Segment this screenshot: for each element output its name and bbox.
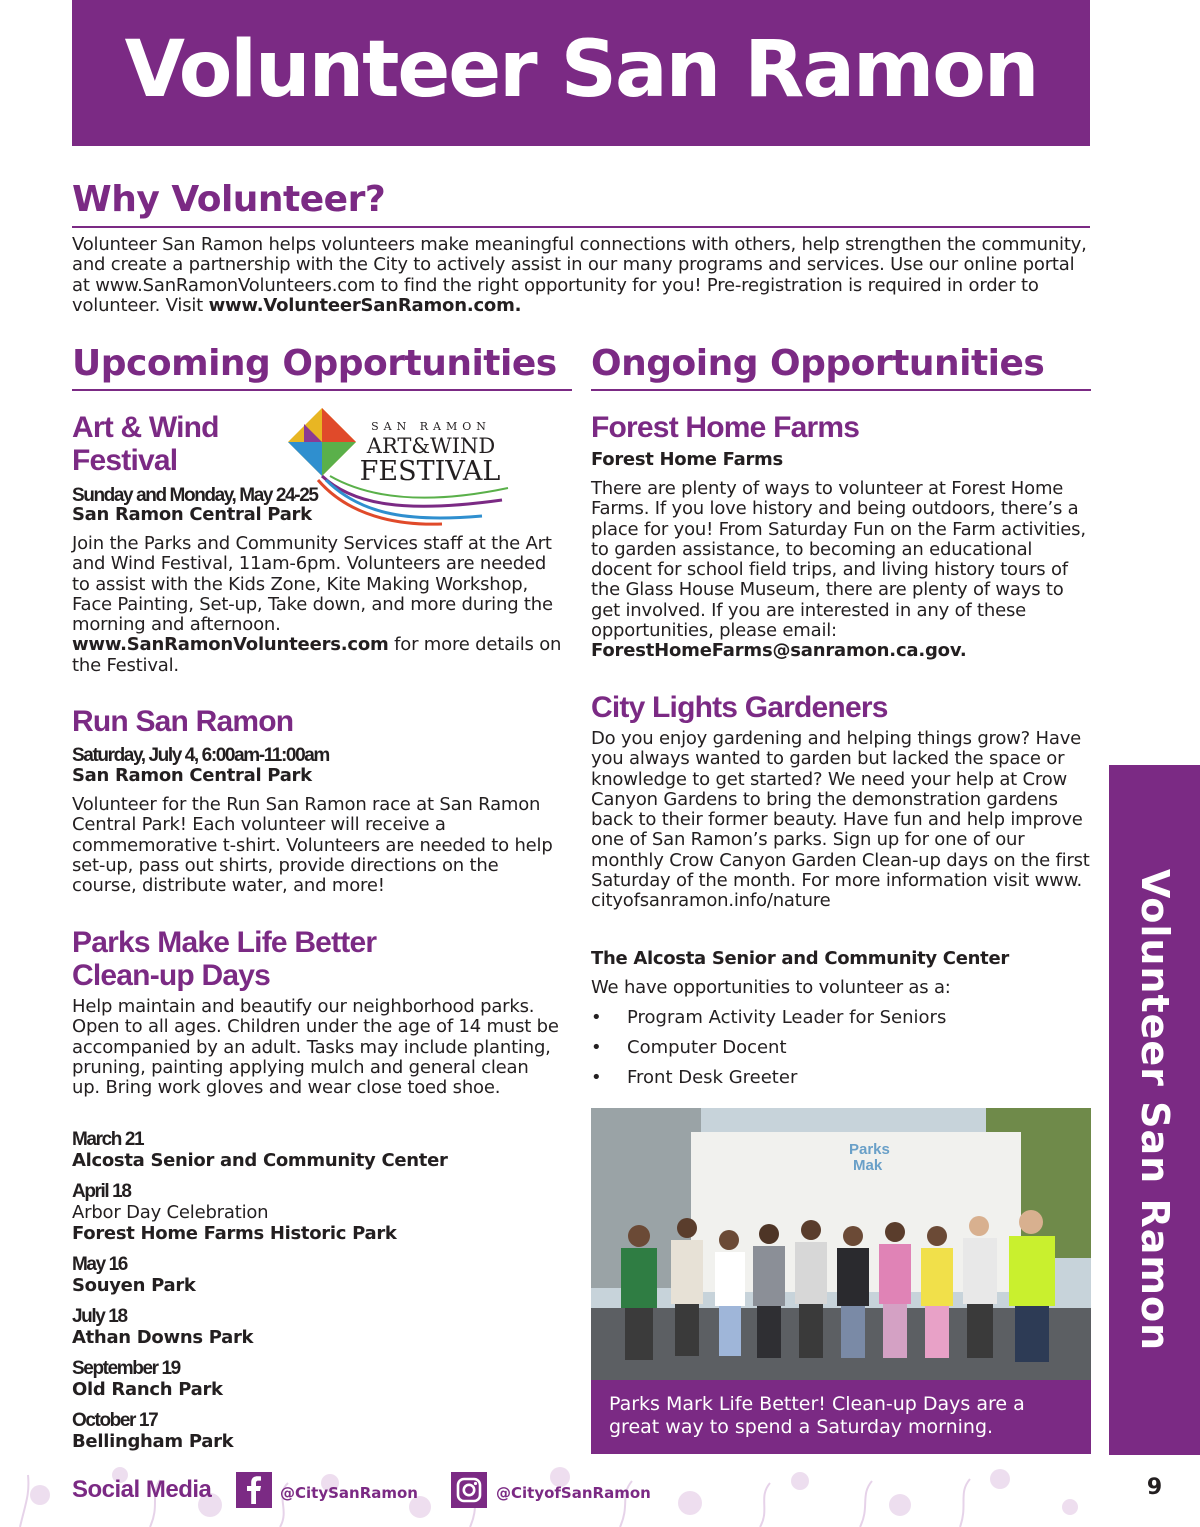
instagram-icon[interactable] <box>451 1472 487 1508</box>
art-wind-title: Art & Wind Festival <box>72 411 219 477</box>
clean-up-event <box>72 1410 562 1452</box>
art-wind-festival-logo <box>282 404 514 528</box>
truck-logo-text: Parks <box>849 1141 890 1158</box>
list-item <box>591 1063 1091 1093</box>
logo-text-bottom: FESTIVAL <box>359 456 501 487</box>
event-location: Old Ranch Park <box>72 1379 223 1400</box>
art-wind-date: Sunday and Monday, May 24-25 <box>72 485 318 506</box>
clean-up-event-list <box>72 1129 562 1452</box>
forest-home-farms-title: Forest Home Farms <box>591 411 860 444</box>
event-date: October 17 <box>72 1410 158 1431</box>
role-label: Computer Docent <box>627 1037 787 1058</box>
side-tab-label: Volunteer San Ramon <box>1132 868 1177 1352</box>
page-number: 9 <box>1146 1475 1163 1500</box>
ongoing-opportunities-heading: Ongoing Opportunities <box>591 343 1045 384</box>
event-note: Arbor Day Celebration <box>72 1202 269 1223</box>
group-photo-illustration <box>591 1108 1091 1380</box>
event-location: Athan Downs Park <box>72 1327 254 1348</box>
event-location: Bellingham Park <box>72 1431 234 1452</box>
truck-logo-text-2: Mak <box>853 1157 883 1174</box>
alcosta-center-title: The Alcosta Senior and Community Center <box>591 948 1009 969</box>
parks-clean-up-title-line1: Parks Make Life Better <box>72 926 377 959</box>
why-volunteer-rule <box>72 226 1090 228</box>
run-san-ramon-location: San Ramon Central Park <box>72 765 312 786</box>
page-banner <box>72 0 1090 146</box>
art-wind-description <box>72 534 562 676</box>
why-volunteer-body: Volunteer San Ramon helps volunteers make meaningful connections with others, help strengthen the community, and create a partnership with the City to actively assist in our many programs and services. Use our online portal at www.SanRamonVolunteers.com to find the right opportunity for you! Pre-registration is required in order to volunteer. Visit <box>72 234 1087 316</box>
list-item <box>591 1033 1091 1063</box>
instagram-handle-link[interactable]: @CityofSanRamon <box>496 1484 651 1502</box>
facebook-icon[interactable] <box>236 1472 272 1508</box>
event-location: Alcosta Senior and Community Center <box>72 1150 448 1171</box>
role-label: Front Desk Greeter <box>627 1067 798 1088</box>
clean-up-event <box>72 1129 562 1171</box>
social-media-label: Social Media <box>72 1476 212 1503</box>
logo-text-top: SAN RAMON <box>371 420 491 433</box>
clean-up-event <box>72 1181 562 1244</box>
volunteer-group-photo <box>591 1108 1091 1380</box>
photo-caption: Parks Mark Life Better! Clean-up Days are a great way to spend a Saturday morning. <box>591 1380 1091 1454</box>
ongoing-rule <box>591 389 1091 391</box>
forest-home-farms-body: There are plenty of ways to volunteer at Forest Home Farms. If you love history and being outdoors, there’s a place for you! From Saturday Fun on the Farm activities, to garden assistance, to becoming an educational docent for school field trips, and living history tours of the Glass House Museum, there are plenty of ways to get involved. If you are interested in any of these opportunities, please email: <box>591 478 1086 642</box>
facebook-handle-link[interactable]: @CitySanRamon <box>280 1484 418 1502</box>
why-volunteer-text <box>72 235 1090 316</box>
alcosta-center-intro: We have opportunities to volunteer as a: <box>591 977 951 998</box>
run-san-ramon-date: Saturday, July 4, 6:00am-11:00am <box>72 745 329 766</box>
parks-clean-up-title-line2: Clean-up Days <box>72 959 270 992</box>
bullet-icon: • <box>591 1067 602 1088</box>
event-location: Forest Home Farms Historic Park <box>72 1223 397 1244</box>
event-date: March 21 <box>72 1129 144 1150</box>
city-lights-gardeners-body: Do you enjoy gardening and helping things grow? Have you always wanted to garden but lacked the space or knowledge to get started? We need your help at Crow Canyon Gardens to bring the demonstration gardens back to their former beauty. Have fun and help improve one of San Ramon’s parks. Sign up for one of our monthly Crow Canyon Garden Clean-up days on the first Saturday of the month. For more information visit www. cityofsanramon.info/nature <box>591 728 1090 912</box>
event-date: September 19 <box>72 1358 180 1379</box>
list-item <box>591 1003 1091 1033</box>
event-location: Souyen Park <box>72 1275 196 1296</box>
footer <box>0 1455 1200 1527</box>
forest-home-farms-description <box>591 479 1091 662</box>
clean-up-event <box>72 1254 562 1296</box>
page-title: Volunteer San Ramon <box>124 25 1038 115</box>
forest-home-farms-subtitle: Forest Home Farms <box>591 449 783 470</box>
city-lights-gardeners-title: City Lights Gardeners <box>591 691 888 724</box>
art-wind-location: San Ramon Central Park <box>72 504 312 525</box>
art-wind-body-end: for more details on the Festival. <box>72 634 562 676</box>
san-ramon-volunteers-link[interactable]: www.SanRamonVolunteers.com <box>72 634 389 656</box>
clean-up-event <box>72 1358 562 1400</box>
forest-home-farms-email-link[interactable]: ForestHomeFarms@sanramon.ca.gov. <box>591 640 967 662</box>
upcoming-rule <box>72 389 572 391</box>
event-date: April 18 <box>72 1181 131 1202</box>
art-wind-body: Join the Parks and Community Services staff at the Art and Wind Festival, 11am-6pm. Volunteers are needed to assist with the Kids Zone, Kite Making Workshop, Face Painting, Set-up, Take down, and more during the morning and afternoon. <box>72 533 553 636</box>
role-label: Program Activity Leader for Seniors <box>627 1007 947 1028</box>
why-volunteer-heading: Why Volunteer? <box>72 179 386 220</box>
bullet-icon: • <box>591 1037 602 1058</box>
side-tab <box>1109 765 1200 1455</box>
run-san-ramon-title: Run San Ramon <box>72 705 294 738</box>
bullet-icon: • <box>591 1007 602 1028</box>
alcosta-role-list <box>591 1003 1091 1093</box>
run-san-ramon-body: Volunteer for the Run San Ramon race at San Ramon Central Park! Each volunteer will receive a commemorative t-shirt. Volunteers are needed to help set-up, pass out shirts, provide directions on the course, distribute water, and more! <box>72 794 553 897</box>
parks-clean-up-body: Help maintain and beautify our neighborhood parks. Open to all ages. Children under the age of 14 must be accompanied by an adult. Tasks may include planting, pruning, painting applying mulch and general clean up. Bring work gloves and wear close toed shoe. <box>72 996 559 1099</box>
event-date: July 18 <box>72 1306 127 1327</box>
clean-up-event <box>72 1306 562 1348</box>
upcoming-opportunities-heading: Upcoming Opportunities <box>72 343 557 384</box>
event-date: May 16 <box>72 1254 127 1275</box>
logo-text-middle: ART&WIND <box>366 434 496 458</box>
volunteer-san-ramon-link[interactable]: www.VolunteerSanRamon.com. <box>208 294 522 316</box>
